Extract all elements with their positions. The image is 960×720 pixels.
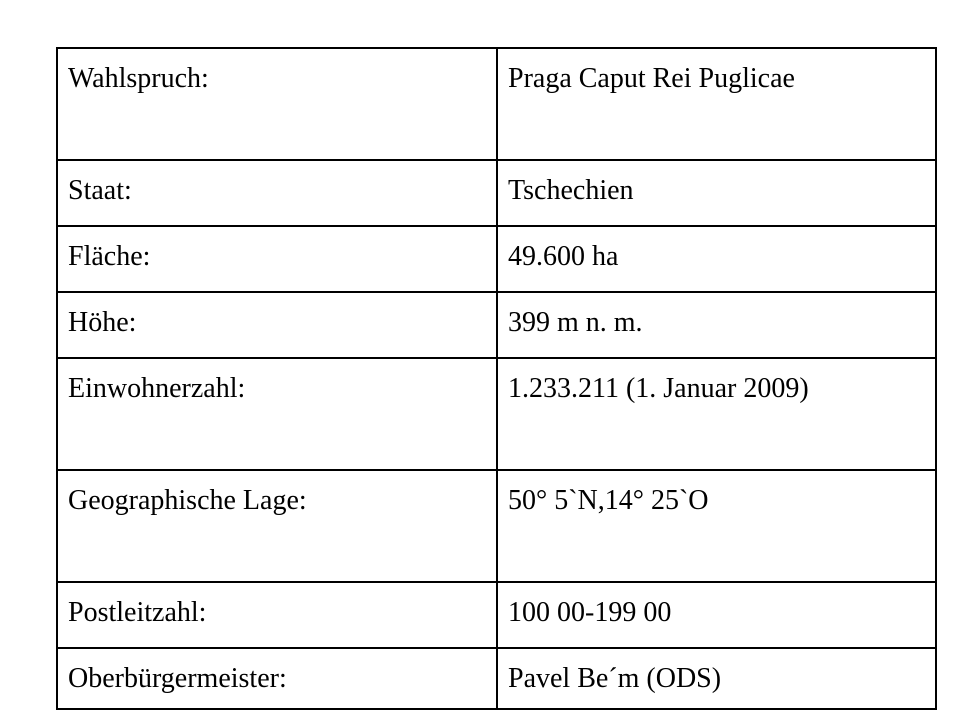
- city-facts-table: [56, 47, 937, 710]
- table-row-coordinates: [57, 470, 936, 582]
- table-row-motto: [57, 48, 936, 160]
- row-label: Einwohnerzahl:: [57, 358, 497, 470]
- row-value: Praga Caput Rei Puglicae: [497, 48, 936, 160]
- row-value: 1.233.211 (1. Januar 2009): [497, 358, 936, 470]
- table-row-altitude: [57, 292, 936, 358]
- table-row-area: [57, 226, 936, 292]
- row-label: Postleitzahl:: [57, 582, 497, 648]
- row-label: Wahlspruch:: [57, 48, 497, 160]
- row-value: 399 m n. m.: [497, 292, 936, 358]
- row-label: Höhe:: [57, 292, 497, 358]
- row-value: 50° 5`N,14° 25`O: [497, 470, 936, 582]
- row-label: Oberbürgermeister:: [57, 648, 497, 709]
- row-value: 100 00-199 00: [497, 582, 936, 648]
- table-row-population: [57, 358, 936, 470]
- table-row-mayor: [57, 648, 936, 709]
- table-row-postal-code: [57, 582, 936, 648]
- row-value: Tschechien: [497, 160, 936, 226]
- table-row-state: [57, 160, 936, 226]
- row-value: 49.600 ha: [497, 226, 936, 292]
- row-value: Pavel Be´m (ODS): [497, 648, 936, 709]
- row-label: Geographische Lage:: [57, 470, 497, 582]
- row-label: Staat:: [57, 160, 497, 226]
- row-label: Fläche:: [57, 226, 497, 292]
